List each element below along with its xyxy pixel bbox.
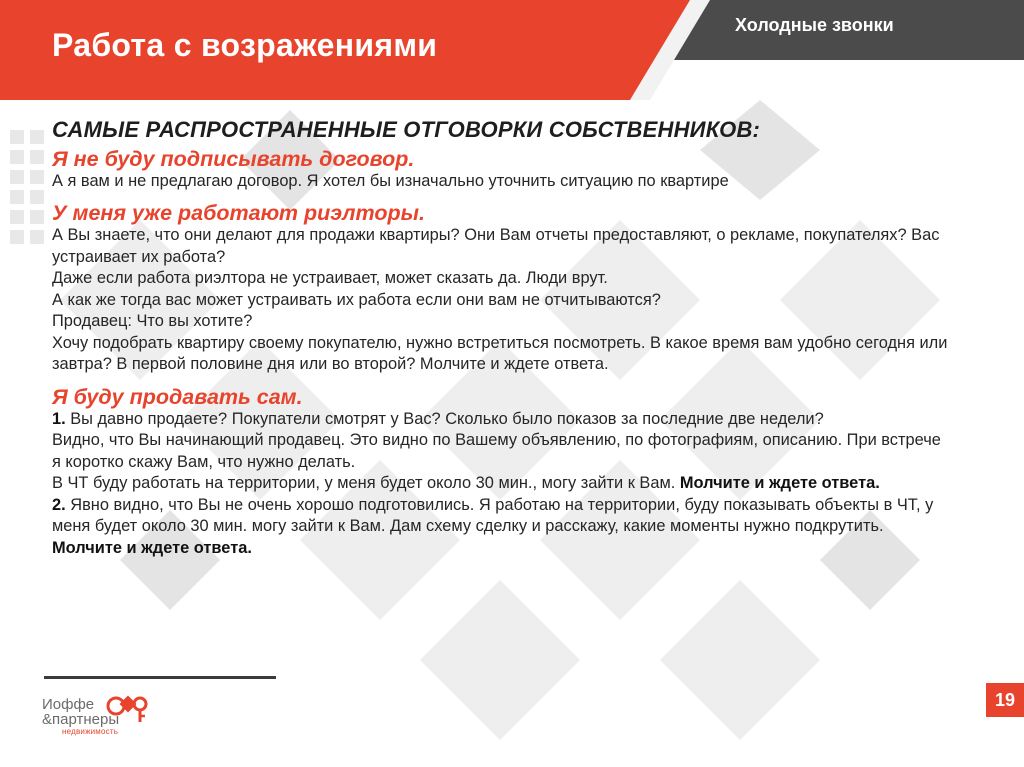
- answer-emphasis: Молчите и ждете ответа.: [52, 538, 252, 557]
- slide-content: [52, 119, 952, 568]
- objection-block-3: [52, 385, 952, 560]
- key-logo-icon: [106, 694, 152, 724]
- answer-text: В ЧТ буду работать на территории, у меня будет около 30 мин., могу зайти к Вам.: [52, 474, 680, 492]
- footer-divider: [44, 676, 276, 679]
- objection-title: У меня уже работают риэлторы.: [52, 201, 425, 225]
- page-number: 19: [986, 683, 1024, 717]
- item-number: 2.: [52, 495, 66, 514]
- logo-subtitle: недвижимость: [62, 727, 119, 736]
- main-heading: САМЫЕ РАСПРОСТРАНЕННЫЕ ОТГОВОРКИ СОБСТВЕННИКОВ:: [52, 117, 761, 142]
- answer-text: Вы давно продаете? Покупатели смотрят у Вас? Сколько было показов за последние две недели?: [65, 409, 824, 428]
- objection-answer: [52, 495, 952, 560]
- answer-text: Явно видно, что Вы не очень хорошо подготовились. Я работаю на территории, буду показывать объекты в ЧТ, у меня будет около 30 мин. могу зайти к Вам. Дам схему сделку и расскажу, какие моменты нужно подкрутить.: [52, 495, 934, 535]
- logo-line1: Иоффе: [42, 696, 95, 713]
- objection-answer: Даже если работа риэлтора не устраивает, может сказать да. Люди врут.: [52, 269, 608, 287]
- objection-answer: Видно, что Вы начинающий продавец. Это видно по Вашему объявлению, по фотографиям, описанию. При встрече я коротко скажу Вам, что нужно делать.: [52, 431, 941, 471]
- objection-answer: Продавец: Что вы хотите?: [52, 312, 253, 330]
- objection-answer: [52, 409, 952, 431]
- answer-emphasis: Молчите и ждете ответа.: [679, 474, 880, 492]
- objection-answer: [52, 473, 952, 495]
- objection-answer: А Вы знаете, что они делают для продажи квартиры? Они Вам отчеты предоставляют, о рекламе, покупателях? Вас устраивает их работа?: [52, 226, 940, 266]
- header-banner: [0, 0, 1024, 100]
- logo-line2: &партнеры: [42, 711, 120, 728]
- company-logo: [42, 697, 119, 736]
- section-label: Холодные звонки: [735, 15, 894, 35]
- objection-block-2: [52, 201, 952, 376]
- objection-block-1: [52, 147, 952, 193]
- objection-answer: Хочу подобрать квартиру своему покупателю, нужно встретиться посмотреть. В какое время вам удобно сегодня или завтра? В первой половине дня или во второй? Молчите и ждете ответа.: [52, 333, 948, 373]
- page-title: Работа с возражениями: [52, 27, 438, 63]
- objection-answer: А я вам и не предлагаю договор. Я хотел бы изначально уточнить ситуацию по квартире: [52, 171, 729, 190]
- objection-title: Я не буду подписывать договор.: [52, 146, 415, 171]
- objection-title: Я буду продавать сам.: [52, 384, 303, 409]
- item-number: 1.: [52, 409, 66, 428]
- objection-answer: А как же тогда вас может устраивать их работа если они вам не отчитываются?: [52, 290, 661, 309]
